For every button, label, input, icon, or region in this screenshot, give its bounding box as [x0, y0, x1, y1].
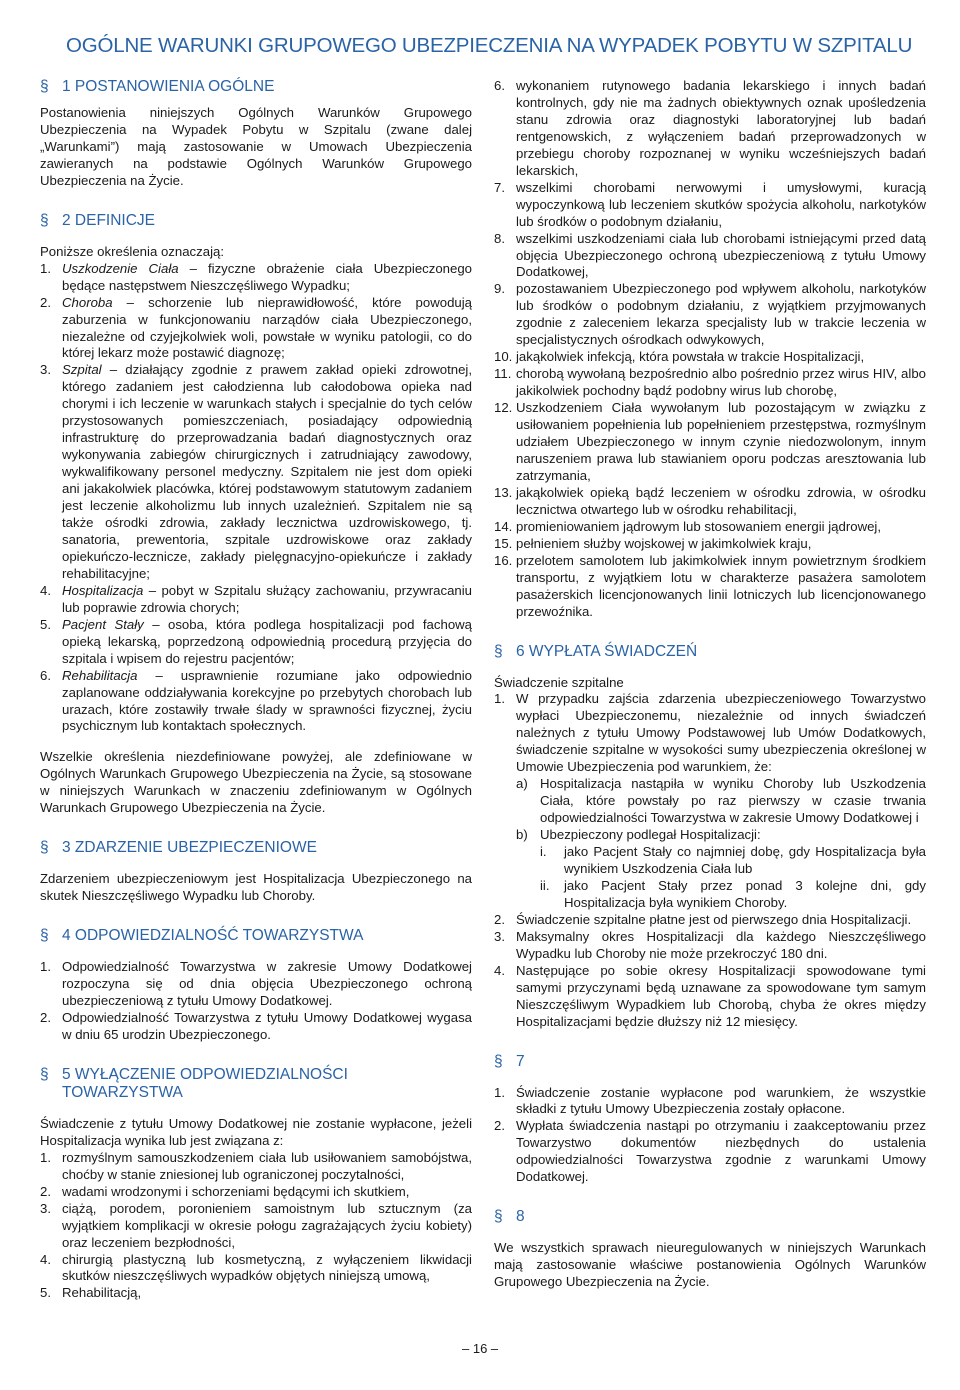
- section-2-intro: Poniższe określenia oznaczają:: [40, 243, 224, 259]
- list-item: 1. W przypadku zajścia zdarzenia ubezpieczeniowego Towarzystwo wypłaci Ubezpieczonemu, niezależnie od innych świadczeń należnych z tytułu Umowy Podstawowej lub Umów Dodatkowych, świadczenie szpitalne w wysokości sumy ubezpieczenia określonej w Umowie Ubezpieczenia pod warunkiem, że: a) Hospitalizacja nastąpiła w wyniku Choroby lub Uszkodzenia Ciała, które powstały po raz pierwszy w czasie trwania odpowiedzialności Towarzystwa w zakresie Umowy Dodatkowej i b) Ubezpieczony podlegał Hospitalizacji: i. jako Pacjent Stały co najmniej dobę, gdy Hospitalizacja była wynikiem Uszkodzenia Ciała lub ii. jako Pacjent Stały przez ponad 3 kolejne dni, gdy Hospitalizacja była wynikiem Choroby.: [494, 691, 926, 910]
- list-item: 6. wykonaniem rutynowego badania lekarskiego i innych badań kontrolnych, gdy nie ma żadnych obiektywnych oznak upośledzenia stanu zdrowia oraz diagnostyki laboratoryjnej lub badań rentgenowskich, z wyłączeniem badań przeprowadzonych w przebiegu choroby rozpoznanej w wyniku wcześniejszych badań lekarskich,: [494, 78, 926, 178]
- condition-item: b) Ubezpieczony podlegał Hospitalizacji: i. jako Pacjent Stały co najmniej dobę, gdy Hospitalizacja była wynikiem Uszkodzenia Ciała lub ii. jako Pacjent Stały przez ponad 3 kolejne dni, gdy Hospitalizacja była wynikiem Choroby.: [516, 827, 926, 910]
- list-item: 8. wszelkimi uszkodzeniami ciała lub chorobami istniejącymi przed datą objęcia Ubezpieczonego ochroną ubezpieczeniową z tytułu Umowy Dodatkowej,: [494, 230, 926, 280]
- definitions-list: [40, 261, 472, 736]
- list-item: 2. Odpowiedzialność Towarzystwa z tytułu Umowy Dodatkowej wygasa w dniu 65 urodzin Ubezpieczonego.: [40, 1009, 472, 1042]
- section-2-heading: § 2 DEFINICJE: [40, 211, 156, 229]
- section-6-list: [494, 691, 926, 1030]
- definition-item: 1. Uszkodzenie Ciała – fizyczne obrażenie ciała Ubezpieczonego będące następstwem Nieszczęśliwego Wypadku;: [40, 260, 473, 293]
- section-7-list: [494, 1085, 926, 1187]
- section-symbol: §: [40, 211, 49, 229]
- list-item: 1. rozmyślnym samouszkodzeniem ciała lub usiłowaniem samobójstwa, choćby w stanie zniesionej lub ograniczonej poczytalności,: [40, 1149, 472, 1182]
- right-column: [494, 78, 926, 1291]
- definition-term: Rehabilitacja: [62, 667, 138, 683]
- section-3-heading: § 3 ZDARZENIE UBEZPIECZENIOWE: [40, 839, 317, 857]
- section-symbol: §: [494, 642, 503, 660]
- list-item: 15. pełnieniem służby wojskowej w jakimkolwiek kraju,: [494, 535, 812, 551]
- section-8-text: We wszystkich sprawach nieuregulowanych w niniejszych Warunkach mają zastosowanie właściwe postanowienia Ogólnych Warunków Grupowego Ubezpieczenia na Życie.: [494, 1240, 926, 1290]
- left-column: [40, 78, 472, 1302]
- section-symbol: §: [40, 78, 49, 95]
- document-title: OGÓLNE WARUNKI GRUPOWEGO UBEZPIECZENIA NA WYPADEK POBYTU W SZPITALU: [66, 34, 913, 57]
- definition-term: Choroba: [62, 294, 113, 310]
- section-symbol: §: [494, 1052, 503, 1070]
- definition-item: 6. Rehabilitacja – usprawnienie rozumiane jako odpowiednio zaplanowane oddziaływania korekcyjne po przebytych chorobach lub urazach, które zostawiły trwałe ślady w sprawności fizycznej, życiu psychicznym lub kontaktach społecznych.: [40, 667, 472, 734]
- definition-item: 3. Szpital – działający zgodnie z prawem zakład opieki zdrowotnej, którego zadaniem jest całodzienna lub całodobowa opieka nad chorymi i ich leczenie w warunkach stałych i specjalnie do tych celów przystosowanych pomieszczeniach, posiadający odpowiednią infrastrukturę do przeprowadzania badań diagnostycznych oraz wykonywania zabiegów chirurgicznych i zatrudniający zawodowy, wykwalifikowany personel medyczny. Szpitalem nie jest dom opieki ani jakakolwiek placówka, której podstawowym statutowym zadaniem jest leczenie alkoholizmu lub innych uzależnień. Szpitalem nie są także ośrodki zdrowia, zakłady lecznictwa uzdrowiskowego, tj. sanatoria, prewentoria, szpitale uzdrowiskowe oraz zakłady opiekuńczo-lecznicze, zakłady pielęgnacyjno-opiekuńcze i zakłady rehabilitacyjne;: [40, 362, 472, 581]
- sub-condition-item: i. jako Pacjent Stały co najmniej dobę, gdy Hospitalizacja była wynikiem Uszkodzenia Ciała lub: [540, 844, 926, 876]
- section-2-closing: Wszelkie określenia niezdefiniowane powyżej, ale zdefiniowane w Ogólnych Warunkach Grupowego Ubezpieczenia na Życie, są stosowane w niniejszych Warunkach w znaczeniu zdefiniowanym w Ogólnych Warunkach Grupowego Ubezpieczenia na Życie.: [40, 749, 472, 816]
- definition-term: Szpital: [62, 362, 102, 378]
- list-item: 2. Wypłata świadczenia nastąpi po otrzymaniu i zaakceptowaniu przez Towarzystwo dokumentów niezbędnych do ustalenia odpowiedzialności Towarzystwa zgodnie z warunkami Umowy Dodatkowej.: [494, 1118, 926, 1185]
- section-symbol: §: [40, 839, 49, 857]
- section-3-text: Zdarzeniem ubezpieczeniowym jest Hospitalizacja Ubezpieczonego na skutek Nieszczęśliwego Wypadku lub Choroby.: [40, 871, 472, 904]
- section-symbol: §: [40, 927, 49, 945]
- list-item: 4. Następujące po sobie okresy Hospitalizacji spowodowane tymi samymi przyczynami będą uznawane za spowodowane tym samym Nieszczęśliwym Wypadkiem lub Chorobą, chyba że okres między Hospitalizacjami będzie dłuższy niż 12 miesięcy.: [494, 962, 926, 1029]
- section-4-list: [40, 959, 472, 1044]
- list-item: 9. pozostawaniem Ubezpieczonego pod wpływem alkoholu, narkotyków lub środków o podobnym działaniu, z wyjątkiem przyjmowanych zgodnie z zaleceniem lekarza specjalisty lub w trakcie leczenia w specjalistycznych ośrodkach odwykowych,: [494, 281, 926, 348]
- definition-term: Hospitalizacja: [62, 582, 144, 598]
- list-item: 11. chorobą wywołaną bezpośrednio albo pośrednio przez wirus HIV, albo jakikolwiek pochodny bądź podobny wirus lub chorobę,: [494, 366, 926, 399]
- section-5-intro: Świadczenie z tytułu Umowy Dodatkowej nie zostanie wypłacone, jeżeli Hospitalizacja wynika lub jest związana z:: [40, 1115, 472, 1148]
- list-item: 5. Rehabilitacją,: [40, 1285, 142, 1301]
- list-item: 3. ciążą, porodem, poronieniem samoistnym lub sztucznym (za wyjątkiem komplikacji w okresie połogu zagrażających życiu kobiety) oraz leczeniem bezpłodności,: [40, 1200, 472, 1250]
- section-7-heading: § 7: [494, 1052, 525, 1070]
- section-6-subheading: Świadczenie szpitalne: [494, 674, 624, 690]
- definition-item: 2. Choroba – schorzenie lub nieprawidłowość, które powodują zaburzenia w funkcjonowaniu narządów ciała Ubezpieczonego, niezależne od czyjejkolwiek woli, powstałe w wyniku patologii, co do której lekarz może postawić diagnozę;: [40, 294, 472, 361]
- sub-condition-list: [540, 844, 926, 912]
- condition-list: [516, 776, 926, 912]
- section-5-heading: § 5 WYŁĄCZENIE ODPOWIEDZIALNOŚCI TOWARZYSTWA: [40, 1065, 348, 1101]
- section-1-heading: § 1 POSTANOWIENIA OGÓLNE: [40, 78, 275, 95]
- page-number: – 16 –: [462, 1341, 499, 1356]
- exclusions-list-continued: [494, 78, 926, 621]
- section-symbol: §: [40, 1065, 49, 1083]
- list-item: 1. Odpowiedzialność Towarzystwa w zakresie Umowy Dodatkowej rozpoczyna się od dnia objęcia Ubezpieczonego ochroną ubezpieczeniową z tytułu Umowy Dodatkowej.: [40, 959, 472, 1009]
- list-item: 14. promieniowaniem jądrowym lub stosowaniem energii jądrowej,: [494, 518, 882, 534]
- list-item: 2. wadami wrodzonymi i schorzeniami będącymi ich skutkiem,: [40, 1183, 410, 1199]
- list-item: 16. przelotem samolotem lub jakimkolwiek innym powietrznym środkiem transportu, z wyjątkiem lotu w charakterze pasażera samolotem pasażerskich licencjonowanych linii lotniczych lub licencjonowanego przewoźnika.: [494, 552, 926, 619]
- definition-term: Pacjent Stały: [62, 616, 144, 632]
- list-item: 10. jakąkolwiek infekcją, która powstała w trakcie Hospitalizacji,: [494, 349, 865, 365]
- section-8-heading: § 8: [494, 1208, 525, 1226]
- list-item: 2. Świadczenie szpitalne płatne jest od pierwszego dnia Hospitalizacji.: [494, 911, 912, 927]
- section-symbol: §: [494, 1208, 503, 1226]
- definition-term: Uszkodzenie Ciała: [62, 260, 179, 276]
- definition-item: 5. Pacjent Stały – osoba, która podlega hospitalizacji pod fachową opieką lekarską, poprzedzoną odpowiednią procedurą przyjęcia do szpitala i wpisem do rejestru pacjentów;: [40, 616, 473, 666]
- list-item: 12. Uszkodzeniem Ciała wywołanym lub pozostającym w związku z usiłowaniem popełnienia lub popełnieniem przestępstwa, rozmyślnym udziałem Ubezpieczonego w innym czynie niedozwolonym, innym naruszeniem prawa lub stawianiem oporu podczas aresztowania lub zatrzymania,: [494, 400, 926, 483]
- list-item: 1. Świadczenie zostanie wypłacone pod warunkiem, że wszystkie składki z tytułu Umowy Ubezpieczenia zostały opłacone.: [494, 1084, 926, 1117]
- list-item: 7. wszelkimi chorobami nerwowymi i umysłowymi, kuracją wypoczynkową lub leczeniem skutków spożycia alkoholu, narkotyków lub środków o podobnym działaniu,: [494, 179, 926, 229]
- list-item: 3. Maksymalny okres Hospitalizacji dla każdego Nieszczęśliwego Wypadku lub Choroby nie może przekroczyć 180 dni.: [494, 928, 926, 961]
- exclusions-list: [40, 1150, 472, 1303]
- list-item: 4. chirurgią plastyczną lub kosmetyczną, z wyłączeniem likwidacji skutków nieszczęśliwych wypadków objętych niniejszą umową,: [40, 1251, 472, 1284]
- definition-item: 4. Hospitalizacja – pobyt w Szpitalu służący zachowaniu, przywracaniu lub poprawie zdrowia chorych;: [40, 582, 472, 615]
- condition-item: a) Hospitalizacja nastąpiła w wyniku Choroby lub Uszkodzenia Ciała, które powstały po raz pierwszy w czasie trwania odpowiedzialności Towarzystwa w zakresie Umowy Dodatkowej i: [516, 776, 926, 826]
- list-item: 13. jakąkolwiek opieką bądź leczeniem w ośrodku zdrowia, w ośrodku lecznictwa otwartego lub w ośrodku rehabilitacji,: [494, 484, 926, 517]
- section-1-text: Postanowienia niniejszych Ogólnych Warunków Grupowego Ubezpieczenia na Wypadek Pobytu w Szpitalu (zwane dalej „Warunkami”) mają zastosowanie w Umowach Ubezpieczenia zawieranych na podstawie Ogólnych Warunków Grupowego Ubezpieczenia na Życie.: [40, 105, 472, 188]
- section-4-heading: § 4 ODPOWIEDZIALNOŚĆ TOWARZYSTWA: [40, 927, 364, 945]
- section-6-heading: § 6 WYPŁATA ŚWIADCZEŃ: [494, 642, 698, 660]
- sub-condition-item: ii. jako Pacjent Stały przez ponad 3 kolejne dni, gdy Hospitalizacja była wynikiem Choroby.: [540, 877, 926, 910]
